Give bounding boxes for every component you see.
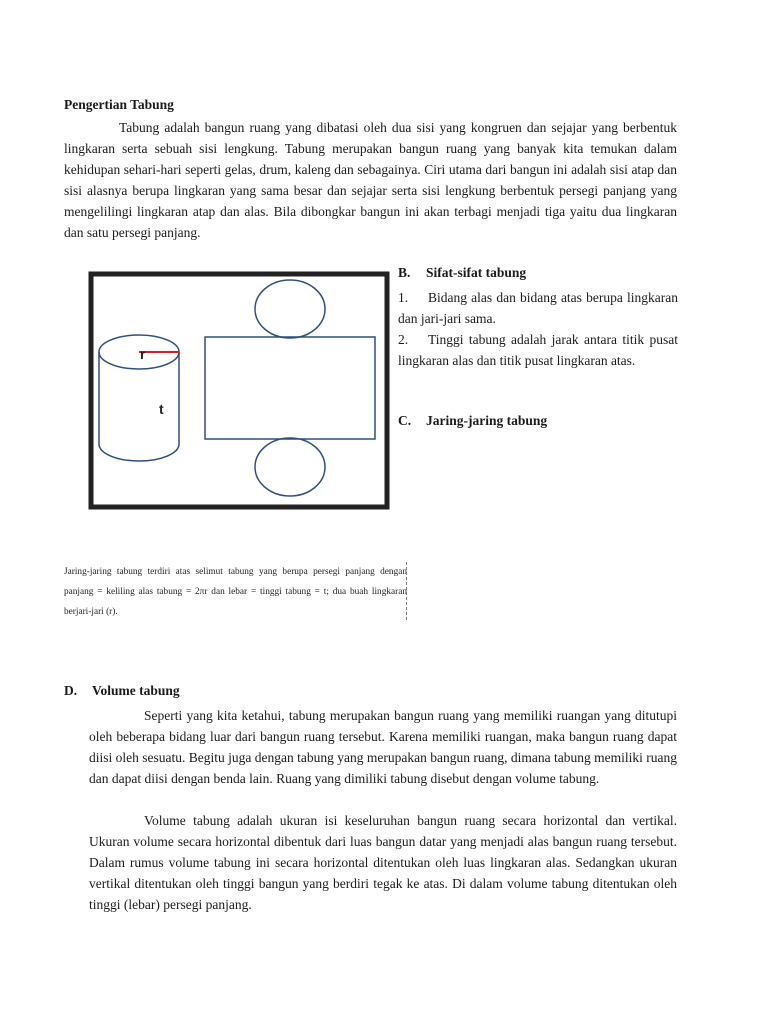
section-c-title bbox=[398, 413, 547, 429]
section-a-title: Pengertian Tabung bbox=[64, 97, 174, 112]
section-a-body: Tabung adalah bangun ruang yang dibatasi oleh dua sisi yang kongruen dan sejajar yang berbentuk lingkaran serta sebuah sisi lengkung. Tabung merupakan bangun ruang yang banyak kita temukan dalam kehidupan sehari-hari seperti gelas, drum, kaleng dan sebagainya. Ciri utama dari bangun ini adalah sisi atap dan sisi alasnya berupa lingkaran yang sama besar dan sejajar serta sisi lengkung berbentuk persegi panjang yang mengelilingi lingkaran atap dan alas. Bila dibongkar bangun ini akan terbagi menjadi tiga yaitu dua lingkaran dan satu persegi panjang. bbox=[64, 120, 677, 240]
radius-label: r bbox=[140, 346, 146, 362]
section-c-letter: C. bbox=[398, 413, 412, 428]
figure-caption: Jaring-jaring tabung terdiri atas selimut tabung yang berupa persegi panjang dengan panjang = keliling alas tabung = 2πr dan lebar = tinggi tabung = t; dua buah lingkaran berjari-jari (r). bbox=[64, 567, 407, 617]
height-label: t bbox=[159, 401, 164, 417]
section-c-title-text: Jaring-jaring tabung bbox=[426, 413, 548, 428]
section-d-letter: D. bbox=[64, 683, 78, 698]
cylinder-bottom-arc bbox=[99, 444, 179, 461]
section-b-letter: B. bbox=[398, 265, 411, 280]
cylinder-net bbox=[205, 280, 375, 496]
cylinder-net-figure bbox=[88, 270, 390, 512]
sifat-item-1-number: 1. bbox=[398, 290, 409, 305]
net-bottom-circle bbox=[255, 438, 325, 496]
sifat-item-2-number: 2. bbox=[398, 332, 409, 347]
section-d-title bbox=[64, 683, 180, 699]
net-rectangle bbox=[205, 337, 375, 439]
section-d-paragraph-2: Volume tabung adalah ukuran isi keseluruhan bangun ruang secara horizontal dan vertikal. Ukuran volume secara horizontal dibentuk dari luas bangun datar yang menjadi alas bangun ruang tersebut. Dalam rumus volume tabung ini secara horizontal ditentukan oleh luas lingkaran alas. Sedangkan ukuran vertikal ditentukan oleh tinggi bangun yang berdiri tegak ke atas. Di dalam volume tabung ditentukan oleh tinggi (lebar) persegi panjang. bbox=[89, 813, 677, 912]
sifat-item-1-text: Bidang alas dan bidang atas berupa lingkaran dan jari-jari sama. bbox=[398, 290, 678, 326]
figure-frame bbox=[91, 274, 387, 507]
section-b-title bbox=[398, 265, 526, 281]
sifat-item-1 bbox=[398, 287, 678, 329]
net-top-circle bbox=[255, 280, 325, 338]
caption-divider bbox=[406, 562, 407, 620]
sifat-item-2 bbox=[398, 329, 678, 371]
section-b-title-text: Sifat-sifat tabung bbox=[426, 265, 527, 280]
cylinder-shape bbox=[99, 335, 179, 461]
section-d-paragraph-1: Seperti yang kita ketahui, tabung merupakan bangun ruang yang memiliki ruangan yang ditutupi oleh beberapa bidang luar dari bangun ruang tersebut. Karena memiliki ruangan, maka bangun ruang dapat diisi oleh sesuatu. Begitu juga dengan tabung yang merupakan bangun ruang, dimana tabung memiliki ruang dan dapat diisi dengan benda lain. Ruang yang dimiliki tabung disebut dengan volume tabung. bbox=[89, 708, 677, 786]
sifat-item-2-text: Tinggi tabung adalah jarak antara titik pusat lingkaran alas dan titik pusat lingkaran atas. bbox=[398, 332, 678, 368]
section-d-title-text: Volume tabung bbox=[92, 683, 180, 698]
